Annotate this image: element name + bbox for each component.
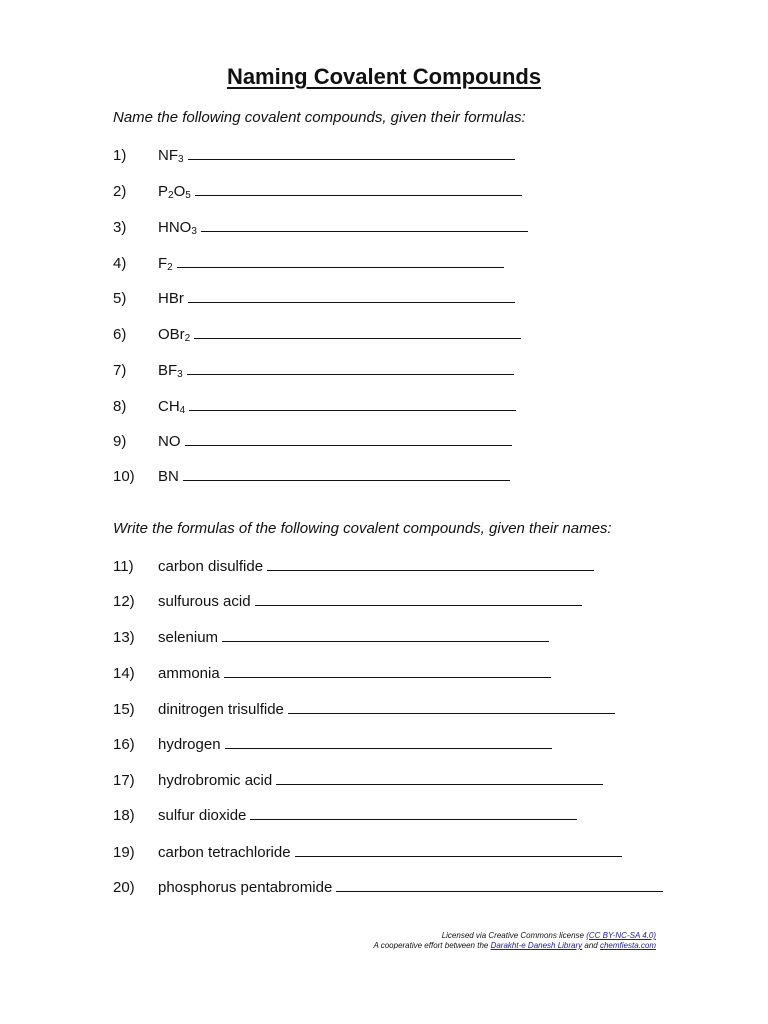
question-prompt: hydrobromic acid xyxy=(158,772,273,789)
question-prompt: carbon disulfide xyxy=(158,558,264,575)
question-2 xyxy=(113,181,522,201)
answer-blank[interactable] xyxy=(194,324,521,339)
subscript: 3 xyxy=(191,226,197,237)
answer-blank[interactable] xyxy=(250,805,577,820)
answer-blank[interactable] xyxy=(295,842,622,857)
question-number: 20) xyxy=(113,879,135,896)
question-prompt: $BF_3$ xyxy=(158,362,183,380)
question-1 xyxy=(113,145,515,165)
answer-blank[interactable] xyxy=(185,431,512,446)
answer-blank[interactable] xyxy=(222,627,549,642)
question-8 xyxy=(113,396,516,416)
question-number: 17) xyxy=(113,772,135,789)
answer-blank[interactable] xyxy=(288,699,615,714)
question-prompt: $P_2O_5$ xyxy=(158,183,191,201)
question-prompt: OBr$_2$ xyxy=(158,326,191,344)
question-14 xyxy=(113,663,551,683)
subscript: 3 xyxy=(177,369,183,380)
question-prompt: sulfurous acid xyxy=(158,593,251,610)
and-text: and xyxy=(582,941,600,950)
question-number: 14) xyxy=(113,665,135,682)
question-number: 11) xyxy=(113,558,134,575)
answer-blank[interactable] xyxy=(201,217,528,232)
answer-blank[interactable] xyxy=(336,877,663,892)
answer-blank[interactable] xyxy=(195,181,522,196)
answer-blank[interactable] xyxy=(255,591,582,606)
question-11 xyxy=(113,556,594,576)
subscript: 3 xyxy=(178,154,184,165)
question-number: 12) xyxy=(113,593,135,610)
question-prompt: $F_2$ xyxy=(158,255,173,273)
answer-blank[interactable] xyxy=(188,288,515,303)
question-4 xyxy=(113,253,504,273)
question-prompt: carbon tetrachloride xyxy=(158,844,291,861)
question-number: 9) xyxy=(113,433,127,450)
question-3 xyxy=(113,217,528,237)
question-10 xyxy=(113,466,510,486)
library-link[interactable]: Darakht-e Danesh Library xyxy=(490,941,583,950)
question-number: 13) xyxy=(113,629,135,646)
subscript: 2 xyxy=(167,262,173,273)
page-title: Naming Covalent Compounds xyxy=(226,64,542,89)
answer-blank[interactable] xyxy=(187,360,514,375)
question-number: 15) xyxy=(113,701,135,718)
answer-blank[interactable] xyxy=(224,663,551,678)
question-prompt: phosphorus pentabromide xyxy=(158,879,333,896)
question-13 xyxy=(113,627,549,647)
section2-instruction: Write the formulas of the following covalent compounds, given their names: xyxy=(113,520,612,537)
question-number: 19) xyxy=(113,844,135,861)
question-prompt: hydrogen xyxy=(158,736,221,753)
question-6 xyxy=(113,324,521,344)
question-prompt: ammonia xyxy=(158,665,220,682)
answer-blank[interactable] xyxy=(276,770,603,785)
cooperative-line xyxy=(373,941,656,951)
question-number: 6) xyxy=(113,326,127,343)
question-number: 4) xyxy=(113,255,127,272)
question-number: 8) xyxy=(113,398,127,415)
question-number: 5) xyxy=(113,290,127,307)
license-line xyxy=(373,931,656,941)
question-number: 10) xyxy=(113,468,135,485)
answer-blank[interactable] xyxy=(177,253,504,268)
answer-blank[interactable] xyxy=(189,396,516,411)
question-number: 1) xyxy=(113,147,127,164)
license-link[interactable]: (CC BY-NC-SA 4.0) xyxy=(586,931,656,940)
question-9 xyxy=(113,431,512,451)
question-19 xyxy=(113,842,622,862)
question-5 xyxy=(113,288,515,308)
subscript: 2 xyxy=(184,333,191,344)
subscript: 4 xyxy=(179,405,186,416)
cooperative-text: A cooperative effort between the xyxy=(373,941,491,950)
question-prompt: HBr xyxy=(158,290,184,307)
subscript: 5 xyxy=(185,190,191,201)
question-17 xyxy=(113,770,603,790)
answer-blank[interactable] xyxy=(267,556,594,571)
question-prompt: BN xyxy=(158,468,179,485)
question-18 xyxy=(113,805,577,825)
license-text: Licensed via Creative Commons license xyxy=(441,931,587,940)
question-number: 3) xyxy=(113,219,127,236)
subscript: 2 xyxy=(168,190,174,201)
question-prompt: $CH_4$ xyxy=(158,398,186,416)
question-12 xyxy=(113,591,582,611)
question-16 xyxy=(113,734,552,754)
question-prompt: $HNO_3$ xyxy=(158,219,197,237)
answer-blank[interactable] xyxy=(183,466,510,481)
answer-blank[interactable] xyxy=(225,734,552,749)
question-prompt: $NF_3$ xyxy=(158,147,184,165)
question-20 xyxy=(113,877,663,897)
question-prompt: dinitrogen trisulfide xyxy=(158,701,284,718)
question-7 xyxy=(113,360,514,380)
question-number: 7) xyxy=(113,362,127,379)
question-prompt: sulfur dioxide xyxy=(158,807,247,824)
site-link[interactable]: chemfiesta.com xyxy=(599,941,656,950)
question-15 xyxy=(113,699,615,719)
section1-instruction: Name the following covalent compounds, given their formulas: xyxy=(113,109,526,126)
question-number: 16) xyxy=(113,736,135,753)
question-prompt: selenium xyxy=(158,629,219,646)
answer-blank[interactable] xyxy=(188,145,515,160)
license-footer xyxy=(373,931,656,951)
question-prompt: NO xyxy=(158,433,181,450)
question-number: 2) xyxy=(113,183,127,200)
question-number: 18) xyxy=(113,807,135,824)
